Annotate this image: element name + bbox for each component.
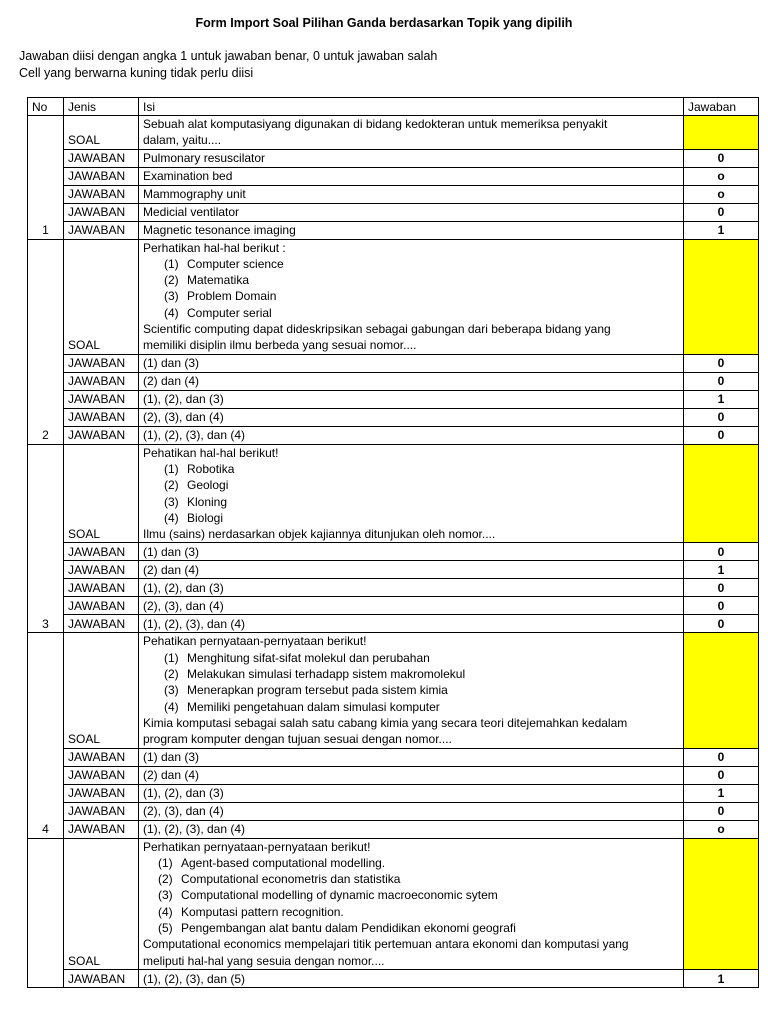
table-row	[28, 766, 759, 784]
soal-row	[28, 838, 759, 969]
jenis-cell: JAWABAN	[64, 426, 139, 444]
table-row	[28, 579, 759, 597]
jenis-cell: SOAL	[64, 239, 139, 354]
question-line: Computational economics mempelajari titik pertemuan antara ekonomi dan komputasi yang	[143, 937, 629, 952]
answer-value-cell[interactable]: 0	[684, 766, 759, 784]
table-row	[28, 820, 759, 838]
answer-text: (1), (2), dan (3)	[139, 390, 684, 408]
question-line: Pehatikan pernyataan-pernyataan berikut!	[143, 634, 367, 649]
answer-text: (2), (3), dan (4)	[139, 408, 684, 426]
question-line: dalam, yaitu....	[143, 133, 222, 148]
option-item	[143, 682, 679, 698]
option-number: (3)	[158, 888, 173, 903]
table-row	[28, 149, 759, 167]
answer-value-cell[interactable]: 1	[684, 784, 759, 802]
answer-value-cell[interactable]: 0	[684, 579, 759, 597]
table-row	[28, 390, 759, 408]
jenis-cell: SOAL	[64, 444, 139, 543]
answer-text: (2) dan (4)	[139, 561, 684, 579]
jenis-cell: JAWABAN	[64, 203, 139, 221]
question-number: 2	[28, 239, 64, 444]
jenis-cell: JAWABAN	[64, 784, 139, 802]
jenis-cell: JAWABAN	[64, 748, 139, 766]
header-jawaban: Jawaban	[684, 98, 759, 116]
option-item	[143, 871, 679, 887]
jenis-cell: SOAL	[64, 633, 139, 748]
option-text: Pengembangan alat bantu dalam Pendidikan ekonomi geografi	[181, 921, 516, 936]
jenis-cell: JAWABAN	[64, 969, 139, 987]
question-text	[139, 633, 684, 748]
answer-value-cell[interactable]: o	[684, 820, 759, 838]
jenis-cell: JAWABAN	[64, 149, 139, 167]
option-text: Computational modelling of dynamic macroeconomic sytem	[181, 888, 498, 903]
question-line: meliputi hal-hal yang sesuia dengan nomor....	[143, 953, 385, 968]
option-number: (2)	[164, 667, 179, 682]
answer-text: Magnetic tesonance imaging	[139, 221, 684, 239]
page-title: Form Import Soal Pilihan Ganda berdasarkan Topik yang dipilih	[195, 16, 573, 30]
answer-value-cell[interactable]: 0	[684, 543, 759, 561]
answer-value-cell[interactable]: 0	[684, 748, 759, 766]
option-item	[143, 510, 679, 526]
jenis-cell: JAWABAN	[64, 408, 139, 426]
option-item	[143, 650, 679, 666]
jenis-cell: SOAL	[64, 838, 139, 969]
option-item	[143, 855, 679, 871]
option-item	[143, 272, 679, 288]
question-line: Kimia komputasi sebagai salah satu cabang kimia yang secara teori ditejemahkan kedalam	[143, 715, 628, 730]
question-text	[139, 116, 684, 150]
option-item	[143, 666, 679, 682]
jenis-cell: JAWABAN	[64, 167, 139, 185]
answer-value-cell[interactable]: 0	[684, 802, 759, 820]
option-item	[143, 477, 679, 493]
question-line: Perhatikan hal-hal berikut :	[143, 240, 286, 255]
answer-cell-locked	[684, 444, 759, 543]
answer-text: (1), (2), (3), dan (4)	[139, 615, 684, 633]
answer-text: (1), (2), dan (3)	[139, 579, 684, 597]
answer-text: (1) dan (3)	[139, 354, 684, 372]
answer-text: (1), (2), dan (3)	[139, 784, 684, 802]
option-number: (4)	[164, 305, 179, 320]
option-number: (1)	[164, 461, 179, 476]
option-item	[143, 461, 679, 477]
answer-cell-locked	[684, 116, 759, 150]
option-number: (5)	[158, 921, 173, 936]
answer-value-cell[interactable]: o	[684, 167, 759, 185]
answer-value-cell[interactable]: 0	[684, 372, 759, 390]
answer-value-cell[interactable]: 0	[684, 426, 759, 444]
option-text: Computational econometris dan statistika	[181, 872, 401, 887]
question-line: Ilmu (sains) nerdasarkan objek kajiannya ditunjukan oleh nomor....	[143, 527, 496, 542]
jenis-cell: JAWABAN	[64, 354, 139, 372]
option-number: (4)	[164, 699, 179, 714]
jenis-cell: JAWABAN	[64, 221, 139, 239]
table-row	[28, 748, 759, 766]
option-text: Memiliki pengetahuan dalam simulasi komputer	[187, 699, 440, 714]
option-text: Komputasi pattern recognition.	[181, 904, 344, 919]
answer-text: (2) dan (4)	[139, 372, 684, 390]
option-text: Agent-based computational modelling.	[181, 855, 386, 870]
table-row	[28, 969, 759, 987]
instruction-note: Jawaban diisi dengan angka 1 untuk jawaban benar, 0 untuk jawaban salah	[19, 49, 438, 63]
option-number: (3)	[164, 494, 179, 509]
answer-value-cell[interactable]: 0	[684, 597, 759, 615]
answer-cell-locked	[684, 838, 759, 969]
answer-value-cell[interactable]: 0	[684, 408, 759, 426]
question-number: 4	[28, 633, 64, 838]
answer-value-cell[interactable]: 1	[684, 561, 759, 579]
question-line: Sebuah alat komputasiyang digunakan di bidang kedokteran untuk memeriksa penyakit	[143, 117, 608, 131]
option-number: (2)	[164, 273, 179, 288]
question-table	[27, 97, 759, 988]
option-number: (1)	[158, 855, 173, 870]
table-row	[28, 372, 759, 390]
option-item	[143, 699, 679, 715]
answer-value-cell[interactable]: 0	[684, 203, 759, 221]
table-row	[28, 408, 759, 426]
table-row	[28, 543, 759, 561]
table-row	[28, 203, 759, 221]
answer-text: Mammography unit	[139, 185, 684, 203]
table-row	[28, 802, 759, 820]
soal-row	[28, 116, 759, 150]
answer-text: (1), (2), (3), dan (5)	[139, 969, 684, 987]
jenis-cell: JAWABAN	[64, 597, 139, 615]
answer-text: Pulmonary resuscilator	[139, 149, 684, 167]
table-header-row	[28, 98, 759, 116]
answer-text: (1), (2), (3), dan (4)	[139, 820, 684, 838]
option-number: (4)	[164, 510, 179, 525]
option-number: (1)	[164, 256, 179, 271]
answer-text: (1) dan (3)	[139, 748, 684, 766]
jenis-cell: SOAL	[64, 116, 139, 150]
option-number: (2)	[164, 478, 179, 493]
header-jenis: Jenis	[64, 98, 139, 116]
jenis-cell: JAWABAN	[64, 561, 139, 579]
jenis-cell: JAWABAN	[64, 615, 139, 633]
option-item	[143, 494, 679, 510]
answer-value-cell[interactable]: 0	[684, 149, 759, 167]
question-line: program komputer dengan tujuan sesuai dengan nomor....	[143, 732, 452, 747]
option-text: Kloning	[187, 494, 228, 509]
answer-text: (2), (3), dan (4)	[139, 802, 684, 820]
option-item	[143, 887, 679, 903]
table-row	[28, 784, 759, 802]
question-text	[139, 444, 684, 543]
table-row	[28, 167, 759, 185]
answer-value-cell[interactable]: o	[684, 185, 759, 203]
answer-value-cell[interactable]: 1	[684, 969, 759, 987]
question-number	[28, 838, 64, 987]
option-text: Menerapkan program tersebut pada sistem kimia	[187, 683, 448, 698]
question-line: Pehatikan hal-hal berikut!	[143, 445, 279, 460]
option-text: Geologi	[187, 478, 229, 493]
answer-value-cell[interactable]: 0	[684, 354, 759, 372]
option-item	[143, 305, 679, 321]
question-text	[139, 838, 684, 969]
jenis-cell: JAWABAN	[64, 390, 139, 408]
option-item	[143, 256, 679, 272]
header-no: No	[28, 98, 64, 116]
jenis-cell: JAWABAN	[64, 766, 139, 784]
question-line: memiliki disiplin ilmu berbeda yang sesuai nomor....	[143, 338, 417, 353]
answer-value-cell[interactable]: 1	[684, 390, 759, 408]
answer-value-cell[interactable]: 0	[684, 615, 759, 633]
jenis-cell: JAWABAN	[64, 820, 139, 838]
option-item	[143, 920, 679, 936]
jenis-cell: JAWABAN	[64, 802, 139, 820]
option-number: (2)	[158, 872, 173, 887]
option-text: Problem Domain	[187, 289, 277, 304]
answer-text: Medicial ventilator	[139, 203, 684, 221]
option-text: Melakukan simulasi terhadapp sistem makromolekul	[187, 667, 466, 682]
table-row	[28, 185, 759, 203]
table-row	[28, 426, 759, 444]
jenis-cell: JAWABAN	[64, 579, 139, 597]
option-number: (3)	[164, 289, 179, 304]
answer-value-cell[interactable]: 1	[684, 221, 759, 239]
table-row	[28, 597, 759, 615]
jenis-cell: JAWABAN	[64, 372, 139, 390]
jenis-cell: JAWABAN	[64, 185, 139, 203]
option-item	[143, 288, 679, 304]
answer-text: (2) dan (4)	[139, 766, 684, 784]
table-row	[28, 561, 759, 579]
option-text: Robotika	[187, 461, 235, 476]
table-row	[28, 221, 759, 239]
option-text: Matematika	[187, 273, 250, 288]
option-number: (1)	[164, 650, 179, 665]
question-text	[139, 239, 684, 354]
option-text: Menghitung sifat-sifat molekul dan perubahan	[187, 650, 430, 665]
option-text: Computer science	[187, 256, 284, 271]
option-item	[143, 904, 679, 920]
jenis-cell: JAWABAN	[64, 543, 139, 561]
answer-text: (1) dan (3)	[139, 543, 684, 561]
soal-row	[28, 239, 759, 354]
header-isi: Isi	[139, 98, 684, 116]
soal-row	[28, 633, 759, 748]
answer-cell-locked	[684, 239, 759, 354]
soal-row	[28, 444, 759, 543]
question-line: Scientific computing dapat dideskripsikan sebagai gabungan dari beberapa bidang yang	[143, 322, 611, 337]
answer-text: (2), (3), dan (4)	[139, 597, 684, 615]
option-number: (4)	[158, 904, 173, 919]
question-number: 3	[28, 444, 64, 633]
option-text: Computer serial	[187, 305, 272, 320]
table-row	[28, 615, 759, 633]
option-number: (3)	[164, 683, 179, 698]
answer-cell-locked	[684, 633, 759, 748]
instruction-note: Cell yang berwarna kuning tidak perlu diisi	[19, 66, 254, 80]
question-line: Perhatikan pernyataan-pernyataan berikut!	[143, 839, 371, 854]
question-table-body	[28, 116, 759, 988]
table-row	[28, 354, 759, 372]
answer-text: (1), (2), (3), dan (4)	[139, 426, 684, 444]
answer-text: Examination bed	[139, 167, 684, 185]
question-number: 1	[28, 116, 64, 240]
option-text: Biologi	[187, 510, 224, 525]
